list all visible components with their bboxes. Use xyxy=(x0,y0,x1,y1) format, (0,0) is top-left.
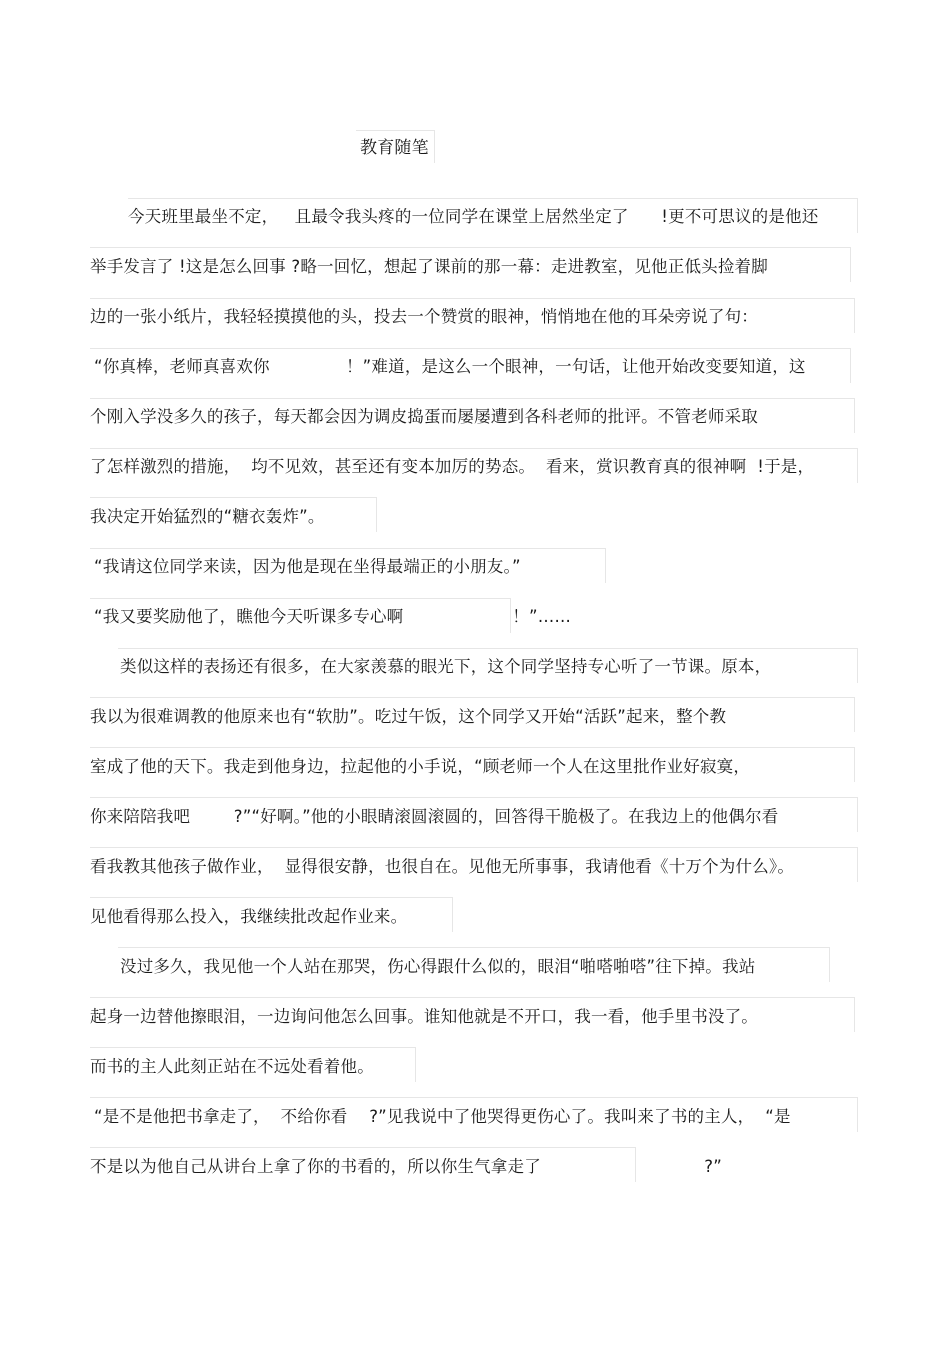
text-line: “我请这位同学来读，因为他是现在坐得最端正的小朋友。” xyxy=(94,557,521,576)
text-line: 起身一边替他擦眼泪，一边询问他怎么回事。谁知他就是不开口，我一看，他手里书没了。 xyxy=(90,1007,758,1026)
text-line: 而书的主人此刻正站在不远处看着他。 xyxy=(90,1057,374,1076)
text-line: 室成了他的天下。我走到他身边，拉起他的小手说，“顾老师一个人在这里批作业好寂寞， xyxy=(90,757,751,776)
text-line: 边的一张小纸片，我轻轻摸摸他的头，投去一个赞赏的眼神，悄悄地在他的耳朵旁说了句： xyxy=(90,307,758,326)
text-line: 见他看得那么投入，我继续批改起作业来。 xyxy=(90,907,408,926)
text-line: 个刚入学没多久的孩子，每天都会因为调皮捣蛋而屡屡遭到各科老师的批评。不管老师采取 xyxy=(90,407,758,426)
text-line: “你真棒，老师真喜欢你 ！”难道，是这么一个眼神，一句话，让他开始改变要知道，这 xyxy=(94,357,806,376)
text-line: 类似这样的表扬还有很多，在大家羡慕的眼光下，这个同学坚持专心听了一节课。原本， xyxy=(120,657,772,676)
text-line: “我又要奖励他了，瞧他今天听课多专心啊 ！”…… xyxy=(94,607,572,626)
text-line: 了怎样激烈的措施， 均不见效，甚至还有变本加厉的势态。 看来，赏识教育真的很神啊 !于是， xyxy=(90,457,815,476)
text-line: 今天班里最坐不定， 且最令我头疼的一位同学在课堂上居然坐定了 !更不可思议的是他还 xyxy=(128,207,819,226)
text-line: 举手发言了 !这是怎么回事 ?略一回忆，想起了课前的那一幕：走进教室，见他正低头捡着脚 xyxy=(90,257,768,276)
text-line: 看我教其他孩子做作业， 显得很安静，也很自在。见他无所事事，我请他看《十万个为什么》。 xyxy=(90,857,795,876)
text-line: “是不是他把书拿走了， 不给你看 ?”见我说中了他哭得更伤心了。我叫来了书的主人， “是 xyxy=(94,1107,791,1126)
text-line: 我决定开始猛烈的“糖衣轰炸”。 xyxy=(90,507,325,526)
text-line: 不是以为他自己从讲台上拿了你的书看的，所以你生气拿走了 ?” xyxy=(90,1157,722,1176)
text-line: 没过多久，我见他一个人站在那哭，伤心得跟什么似的，眼泪“啪嗒啪嗒”往下掉。我站 xyxy=(120,957,756,976)
document-title: 教育随笔 xyxy=(360,138,429,158)
text-line: 我以为很难调教的他原来也有“软肋”。吃过午饭，这个同学又开始“活跃”起来，整个教 xyxy=(90,707,727,726)
text-line: 你来陪陪我吧 ?”“好啊。”他的小眼睛滚圆滚圆的，回答得干脆极了。在我边上的他偶尔看 xyxy=(90,807,779,826)
